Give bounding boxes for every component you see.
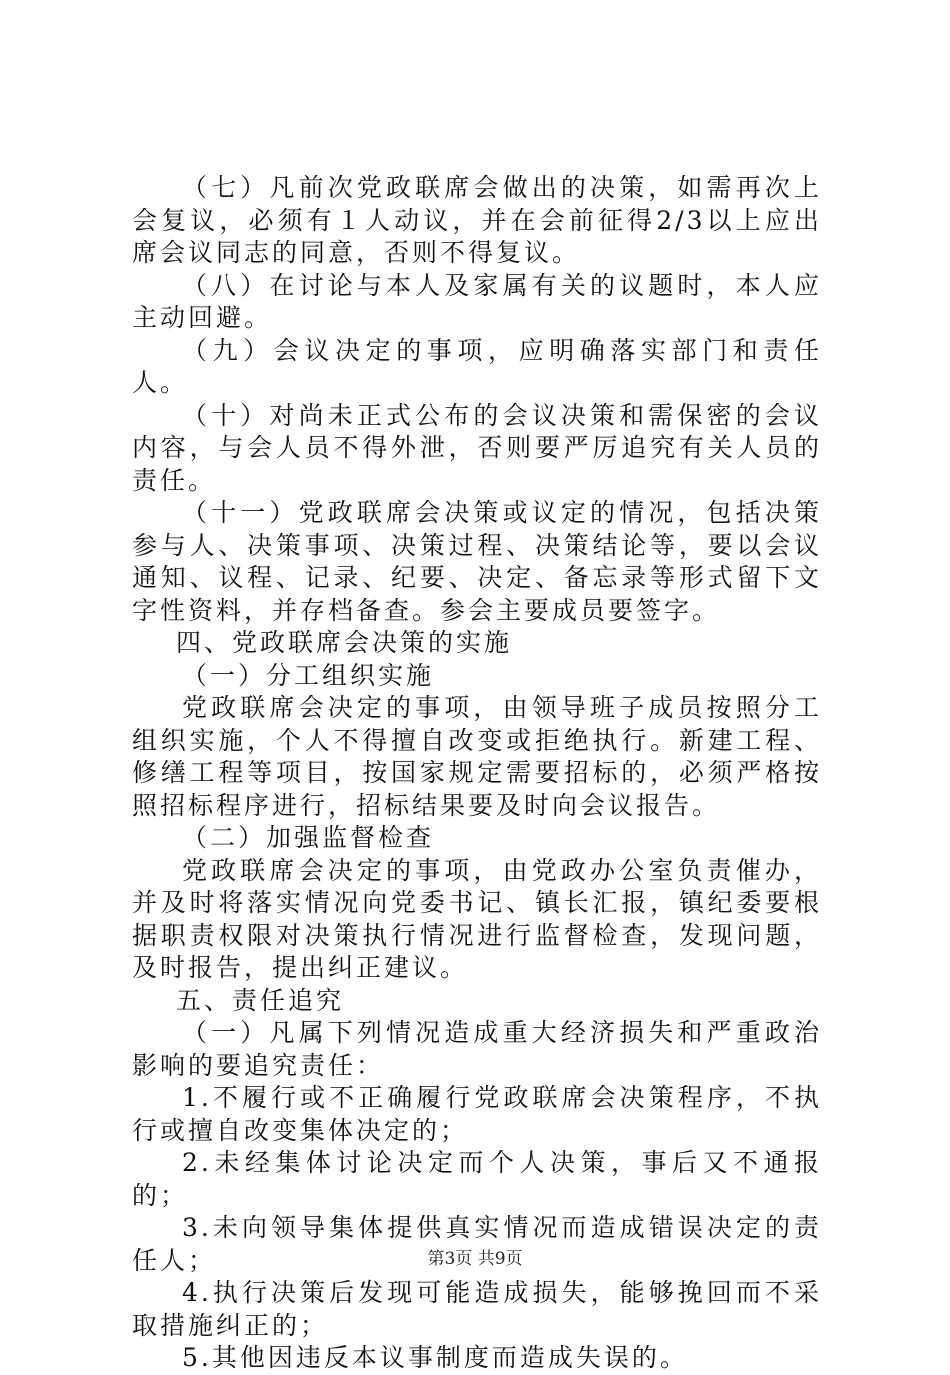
paragraph-item-11: （十一）党政联席会决策或议定的情况，包括决策参与人、决策事项、决策过程、决策结论等，要以会议通知、议程、记录、纪要、决定、备忘录等形式留下文字性资料，并存档备查。参会主要成员要签字。 bbox=[132, 498, 822, 625]
paragraph-accountability: （一）凡属下列情况造成重大经济损失和严重政治影响的要追究责任： bbox=[132, 1018, 822, 1080]
paragraph-implementation: 党政联席会决定的事项，由领导班子成员按照分工组织实施，个人不得擅自改变或拒绝执行。新建工程、修缮工程等项目，按国家规定需要招标的，必须严格按照招标程序进行，招标结果要及时向会议报告。 bbox=[132, 693, 822, 820]
list-item: 2.未经集体讨论决定而个人决策，事后又不通报的； bbox=[132, 1148, 822, 1210]
paragraph-item-7: （七）凡前次党政联席会做出的决策，如需再次上会复议，必须有１人动议，并在会前征得2/3以上应出席会议同志的同意，否则不得复议。 bbox=[132, 173, 822, 267]
subheading-supervision: （二）加强监督检查 bbox=[182, 823, 435, 852]
paragraph-item-9: （九）会议决定的事项，应明确落实部门和责任人。 bbox=[132, 335, 822, 397]
list-item: 3.未向领导集体提供真实情况而造成错误决定的责任人； bbox=[132, 1213, 822, 1275]
list-item: 5.其他因违反本议事制度而造成失误的。 bbox=[182, 1343, 688, 1372]
section-heading-5: 五、责任追究 bbox=[176, 985, 345, 1015]
paragraph-item-10: （十）对尚未正式公布的会议决策和需保密的会议内容，与会人员不得外泄，否则要严厉追究有关人员的责任。 bbox=[132, 400, 822, 495]
section-heading-4: 四、党政联席会决策的实施 bbox=[176, 628, 513, 657]
list-item: 4.执行决策后发现可能造成损失，能够挽回而不采取措施纠正的； bbox=[132, 1278, 822, 1340]
subheading-division-of-work: （一）分工组织实施 bbox=[182, 660, 435, 690]
paragraph-item-8: （八）在讨论与本人及家属有关的议题时，本人应主动回避。 bbox=[132, 270, 822, 332]
document-body bbox=[132, 172, 822, 1375]
list-item: 1.不履行或不正确履行党政联席会决策程序，不执行或擅自改变集体决定的； bbox=[132, 1083, 822, 1145]
paragraph-supervision: 党政联席会决定的事项，由党政办公室负责催办，并及时将落实情况向党委书记、镇长汇报，镇纪委要根据职责权限对决策执行情况进行监督检查，发现问题，及时报告，提出纠正建议。 bbox=[132, 855, 822, 982]
page-number-footer: 第3页 共9页 bbox=[427, 1249, 523, 1269]
